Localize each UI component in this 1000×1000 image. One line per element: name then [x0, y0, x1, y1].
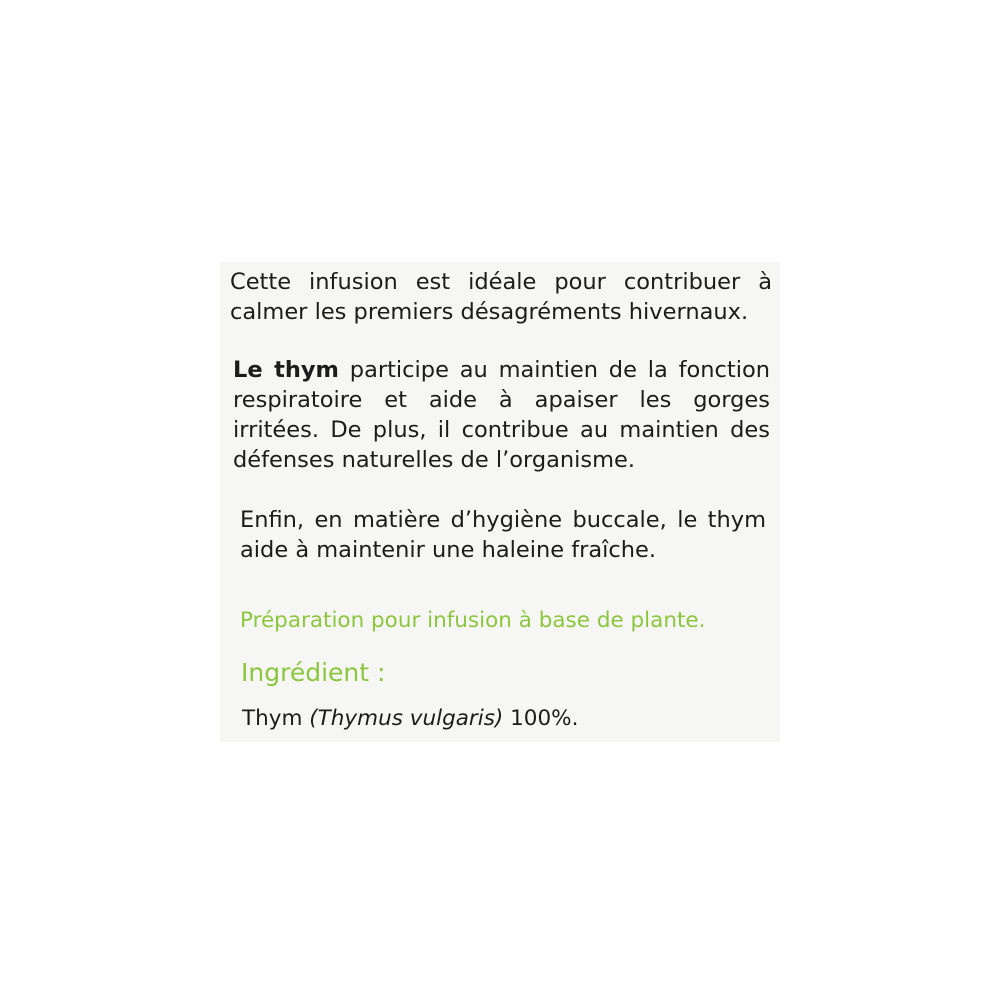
- preparation-line: Préparation pour infusion à base de plante.: [240, 608, 706, 633]
- thyme-benefits-text: participe au maintien de la fonction respiratoire et aide à apaiser les gorges irritées. De plus, il contribue au maintien des défenses naturelles de l’organisme.: [233, 357, 770, 473]
- intro-paragraph: Cette infusion est idéale pour contribuer à calmer les premiers désagréments hivernaux.: [230, 269, 772, 325]
- ingredient-line: [242, 704, 578, 734]
- thyme-bold-label: Le thym: [233, 357, 339, 383]
- ingredient-percent: 100%.: [503, 706, 579, 731]
- hygiene-paragraph: Enfin, en matière d’hygiène buccale, le thym aide à maintenir une haleine fraîche.: [240, 507, 766, 563]
- ingredient-name: Thym: [242, 706, 310, 731]
- ingredients-title: Ingrédient :: [241, 658, 386, 687]
- ingredient-latin-name: (Thymus vulgaris): [309, 706, 504, 731]
- thyme-benefits-paragraph: [233, 355, 770, 475]
